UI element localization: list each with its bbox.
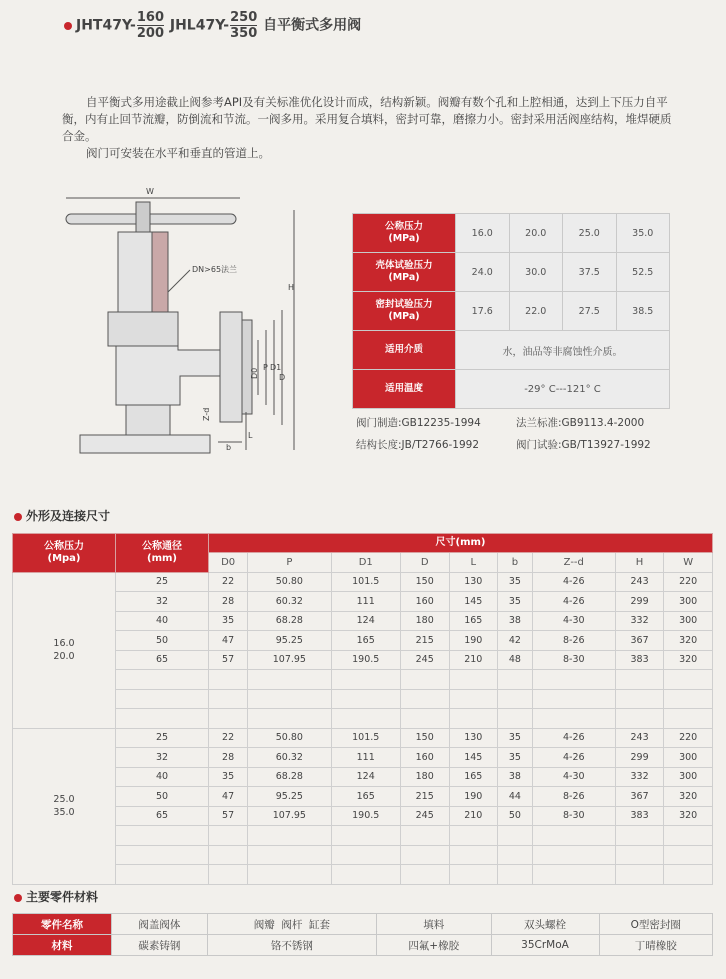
cell: [209, 865, 248, 885]
label-h: H: [288, 283, 295, 292]
cell: 165: [449, 767, 498, 787]
cell: [498, 845, 533, 865]
cell: [209, 709, 248, 729]
spec-label-seal: 密封试验压力 (MPa): [353, 292, 456, 331]
part-name: 双头螺栓: [491, 914, 599, 935]
cell: [532, 709, 615, 729]
model-code-1: JHT47Y-: [76, 17, 136, 34]
cell: 4-26: [532, 748, 615, 768]
spec-cell: 37.5: [563, 253, 617, 292]
body-neck: [108, 312, 178, 346]
material-name: 铬不锈钢: [207, 935, 376, 956]
cell: [331, 709, 400, 729]
cell: 107.95: [248, 650, 331, 670]
table-row: [13, 728, 713, 748]
cell: 210: [449, 650, 498, 670]
cell: 111: [331, 592, 400, 612]
cell: 35: [498, 592, 533, 612]
cell: [664, 670, 713, 690]
table-row: [13, 787, 713, 807]
cell: 28: [209, 748, 248, 768]
part-name: 阀盖阀体: [112, 914, 208, 935]
cell: [331, 845, 400, 865]
cell: [209, 845, 248, 865]
dims-col-l: L: [449, 553, 498, 573]
spec-row-seal: [353, 292, 670, 331]
cell: [532, 689, 615, 709]
spec-cell: 17.6: [456, 292, 510, 331]
cell: 68.28: [248, 611, 331, 631]
cell: [498, 670, 533, 690]
cell: [116, 865, 209, 885]
cell: [331, 689, 400, 709]
cell: 245: [400, 806, 449, 826]
cell: 299: [615, 748, 664, 768]
table-row: [13, 767, 713, 787]
frac-bottom-1: 200: [136, 26, 164, 41]
spec-label-shell: 壳体试验压力 (MPa): [353, 253, 456, 292]
materials-title-text: 主要零件材料: [26, 890, 99, 904]
cell: 190.5: [331, 806, 400, 826]
table-row: [13, 845, 713, 865]
cell: 38: [498, 767, 533, 787]
spec-label-nominal: 公称压力 (MPa): [353, 214, 456, 253]
cell: 95.25: [248, 631, 331, 651]
cell: 35: [498, 728, 533, 748]
cell: [532, 670, 615, 690]
standards-list: [356, 412, 676, 456]
dims-col-d1: D1: [331, 553, 400, 573]
cell: [449, 689, 498, 709]
product-title: 自平衡式多用阀: [263, 17, 362, 34]
dims-head-pressure: 公称压力 (Mpa): [13, 534, 116, 573]
spec-cell: 38.5: [616, 292, 670, 331]
cell: 220: [664, 728, 713, 748]
cell: 124: [331, 767, 400, 787]
materials-section-title: [14, 888, 98, 905]
cell: 101.5: [331, 728, 400, 748]
cell: 60.32: [248, 748, 331, 768]
side-flange-face: [242, 320, 252, 414]
table-row: [13, 709, 713, 729]
spec-cell: 52.5: [616, 253, 670, 292]
cell: [209, 826, 248, 846]
cell: 300: [664, 611, 713, 631]
model-code-2: JHL47Y-: [169, 17, 230, 34]
table-row: [13, 670, 713, 690]
cell: 107.95: [248, 806, 331, 826]
cell: 44: [498, 787, 533, 807]
cell: [400, 865, 449, 885]
spec-cell: 25.0: [563, 214, 617, 253]
cell: 38: [498, 611, 533, 631]
part-name: O型密封圈: [599, 914, 713, 935]
cell: [331, 826, 400, 846]
spec-cell: 16.0: [456, 214, 510, 253]
part-name: 阀瓣 阀杆 缸套: [207, 914, 376, 935]
cell: [664, 826, 713, 846]
cell: [209, 670, 248, 690]
cell: 145: [449, 748, 498, 768]
spec-temp-value: -29° C---121° C: [456, 370, 670, 409]
cell: [449, 865, 498, 885]
standard-item: 法兰标准:GB9113.4-2000: [516, 417, 645, 429]
bottom-neck: [126, 405, 170, 435]
part-name: 填料: [376, 914, 491, 935]
dims-head-dn: 公称通径 (mm): [116, 534, 209, 573]
spec-cell: 24.0: [456, 253, 510, 292]
standard-item: 阀门试验:GB/T13927-1992: [516, 439, 651, 451]
spec-label-medium: 适用介质: [353, 331, 456, 370]
cell: 299: [615, 592, 664, 612]
cell: [400, 709, 449, 729]
standard-item: 阀门制造:GB12235-1994: [356, 417, 481, 429]
cell: 101.5: [331, 572, 400, 592]
cell: 22: [209, 728, 248, 748]
cell: 35: [209, 611, 248, 631]
cell: 165: [331, 631, 400, 651]
cell: [532, 826, 615, 846]
cell: 111: [331, 748, 400, 768]
spec-table: [352, 213, 670, 409]
cell: [532, 845, 615, 865]
frac-bottom-2: 350: [230, 26, 258, 41]
cell: 65: [116, 650, 209, 670]
cell: 130: [449, 572, 498, 592]
cell: 300: [664, 767, 713, 787]
label-b: b: [226, 443, 232, 452]
cell: 180: [400, 767, 449, 787]
cell: 4-30: [532, 611, 615, 631]
cell: [116, 670, 209, 690]
cell: 8-26: [532, 787, 615, 807]
cell: [331, 670, 400, 690]
bullet-icon: [14, 894, 22, 902]
cell: 383: [615, 806, 664, 826]
cell: 28: [209, 592, 248, 612]
cell: 165: [331, 787, 400, 807]
dims-group2-pressure: 25.0 35.0: [13, 728, 116, 884]
cell: [664, 689, 713, 709]
cell: [615, 689, 664, 709]
cell: 25: [116, 572, 209, 592]
cell: [664, 709, 713, 729]
spec-row-medium: [353, 331, 670, 370]
materials-material-label: 材料: [13, 935, 112, 956]
cell: [615, 709, 664, 729]
table-row: [13, 611, 713, 631]
frac-top-2: 250: [230, 10, 258, 25]
dims-table: [12, 533, 713, 885]
dims-col-d0: D0: [209, 553, 248, 573]
spec-cell: 20.0: [509, 214, 563, 253]
leader-line: [168, 270, 190, 292]
cell: [449, 709, 498, 729]
cell: 95.25: [248, 787, 331, 807]
cell: 4-26: [532, 572, 615, 592]
table-row: [13, 572, 713, 592]
cell: 320: [664, 650, 713, 670]
cell: [664, 845, 713, 865]
cell: 180: [400, 611, 449, 631]
table-row: [13, 806, 713, 826]
materials-part-row: [13, 914, 713, 935]
cell: 220: [664, 572, 713, 592]
cell: 245: [400, 650, 449, 670]
label-d0: D0: [250, 367, 259, 379]
materials-part-label: 零件名称: [13, 914, 112, 935]
table-row: [13, 592, 713, 612]
label-flange-note: DN>65法兰: [192, 265, 238, 274]
label-p: P: [263, 363, 268, 372]
cell: 35: [209, 767, 248, 787]
table-row: [13, 650, 713, 670]
cell: 60.32: [248, 592, 331, 612]
spec-cell: 30.0: [509, 253, 563, 292]
cell: [248, 689, 331, 709]
cell: 190: [449, 631, 498, 651]
cell: [400, 689, 449, 709]
cell: 68.28: [248, 767, 331, 787]
dims-title-text: 外形及连接尺寸: [26, 509, 111, 523]
cell: [449, 670, 498, 690]
cell: [449, 826, 498, 846]
cell: 57: [209, 806, 248, 826]
spec-medium-value: 水，油品等非腐蚀性介质。: [456, 331, 670, 370]
cell: 65: [116, 806, 209, 826]
cell: 40: [116, 611, 209, 631]
pressure-fraction-2: [230, 10, 257, 41]
cell: [116, 709, 209, 729]
cell: 8-30: [532, 650, 615, 670]
material-name: 四氟+橡胶: [376, 935, 491, 956]
cell: [116, 689, 209, 709]
cell: [498, 826, 533, 846]
cell: [498, 865, 533, 885]
cell: 145: [449, 592, 498, 612]
label-l: L: [248, 431, 253, 440]
spec-row-nominal: [353, 214, 670, 253]
cell: 320: [664, 787, 713, 807]
cell: 383: [615, 650, 664, 670]
valve-drawing: [50, 180, 310, 460]
cell: 320: [664, 631, 713, 651]
cell: 57: [209, 650, 248, 670]
cell: [331, 865, 400, 885]
cell: 124: [331, 611, 400, 631]
stem: [136, 202, 150, 232]
dims-section-title: [14, 507, 110, 524]
spec-row-temp: [353, 370, 670, 409]
cell: [664, 865, 713, 885]
dims-col-b: b: [498, 553, 533, 573]
cell: 215: [400, 631, 449, 651]
cell: 320: [664, 806, 713, 826]
cell: 50.80: [248, 572, 331, 592]
cell: 160: [400, 748, 449, 768]
cell: 40: [116, 767, 209, 787]
page-title: [64, 10, 361, 41]
cell: [400, 845, 449, 865]
bullet-icon: [14, 513, 22, 521]
cell: [248, 865, 331, 885]
label-d: D: [279, 373, 286, 382]
cell: [615, 845, 664, 865]
frac-top-1: 160: [136, 10, 164, 25]
cell: 215: [400, 787, 449, 807]
dims-group1-pressure: 16.0 20.0: [13, 572, 116, 728]
cell: 25: [116, 728, 209, 748]
bonnet-section: [152, 232, 168, 312]
label-zd: Z-d: [202, 407, 211, 421]
cell: 22: [209, 572, 248, 592]
intro-paragraph: 阀门可安装在水平和垂直的管道上。: [86, 146, 270, 160]
table-row: [13, 865, 713, 885]
cell: 48: [498, 650, 533, 670]
cell: [449, 845, 498, 865]
standard-item: 结构长度:JB/T2766-1992: [356, 439, 480, 451]
cell: 150: [400, 572, 449, 592]
cell: 367: [615, 787, 664, 807]
cell: 165: [449, 611, 498, 631]
cell: 8-26: [532, 631, 615, 651]
side-flange: [220, 312, 242, 422]
cell: [116, 845, 209, 865]
materials-table: [12, 913, 713, 956]
spec-cell: 22.0: [509, 292, 563, 331]
cell: 42: [498, 631, 533, 651]
cell: [498, 709, 533, 729]
spec-cell: 27.5: [563, 292, 617, 331]
intro-text: [62, 94, 674, 162]
cell: [248, 826, 331, 846]
cell: [116, 826, 209, 846]
cell: 243: [615, 572, 664, 592]
cell: 367: [615, 631, 664, 651]
spec-row-shell: [353, 253, 670, 292]
table-row: [13, 689, 713, 709]
cell: [615, 865, 664, 885]
material-name: 丁晴橡胶: [599, 935, 713, 956]
cell: 47: [209, 631, 248, 651]
dims-col-d: D: [400, 553, 449, 573]
cell: [248, 845, 331, 865]
table-row: [13, 748, 713, 768]
cell: [615, 670, 664, 690]
cell: 8-30: [532, 806, 615, 826]
cell: [209, 689, 248, 709]
table-row: [13, 826, 713, 846]
dims-col-h: H: [615, 553, 664, 573]
bottom-flange: [80, 435, 210, 453]
spec-cell: 35.0: [616, 214, 670, 253]
dims-col-p: P: [248, 553, 331, 573]
cell: 190: [449, 787, 498, 807]
label-w: W: [146, 187, 154, 196]
cell: 4-26: [532, 592, 615, 612]
spec-label-temp: 适用温度: [353, 370, 456, 409]
handwheel: [66, 214, 236, 224]
dims-col-w: W: [664, 553, 713, 573]
cell: [400, 826, 449, 846]
cell: 32: [116, 592, 209, 612]
cell: 300: [664, 748, 713, 768]
cell: 190.5: [331, 650, 400, 670]
cell: [615, 826, 664, 846]
materials-material-row: [13, 935, 713, 956]
cell: [532, 865, 615, 885]
material-name: 35CrMoA: [491, 935, 599, 956]
cell: 32: [116, 748, 209, 768]
cell: [248, 709, 331, 729]
cell: [400, 670, 449, 690]
label-d1: D1: [270, 363, 282, 372]
cell: 332: [615, 611, 664, 631]
intro-paragraph: 自平衡式多用途截止阀参考API及有关标准优化设计而成，结构新颖。阀瓣有数个孔和上腔相通，达到上下压力自平衡，内有止回节流瓣，防倒流和节流。一阀多用。采用复合填料，密封可靠，磨擦力小。密封采用活阀座结构，堆焊硬质合金。: [62, 95, 672, 143]
material-name: 碳素铸钢: [112, 935, 208, 956]
cell: 35: [498, 748, 533, 768]
cell: 4-26: [532, 728, 615, 748]
cell: 300: [664, 592, 713, 612]
bullet-icon: [64, 22, 72, 30]
cell: 332: [615, 767, 664, 787]
table-row: [13, 631, 713, 651]
cell: 130: [449, 728, 498, 748]
cell: [248, 670, 331, 690]
cell: 150: [400, 728, 449, 748]
cell: 4-30: [532, 767, 615, 787]
cell: 47: [209, 787, 248, 807]
cell: 50.80: [248, 728, 331, 748]
cell: 160: [400, 592, 449, 612]
dims-head-size: 尺寸(mm): [209, 534, 713, 553]
valve-body: [116, 346, 220, 405]
cell: 50: [116, 631, 209, 651]
pressure-fraction-1: [137, 10, 164, 41]
cell: 50: [498, 806, 533, 826]
dims-header-row: [13, 534, 713, 553]
cell: 35: [498, 572, 533, 592]
cell: 210: [449, 806, 498, 826]
cell: 50: [116, 787, 209, 807]
dims-col-zd: Z--d: [532, 553, 615, 573]
cell: [498, 689, 533, 709]
cell: 243: [615, 728, 664, 748]
